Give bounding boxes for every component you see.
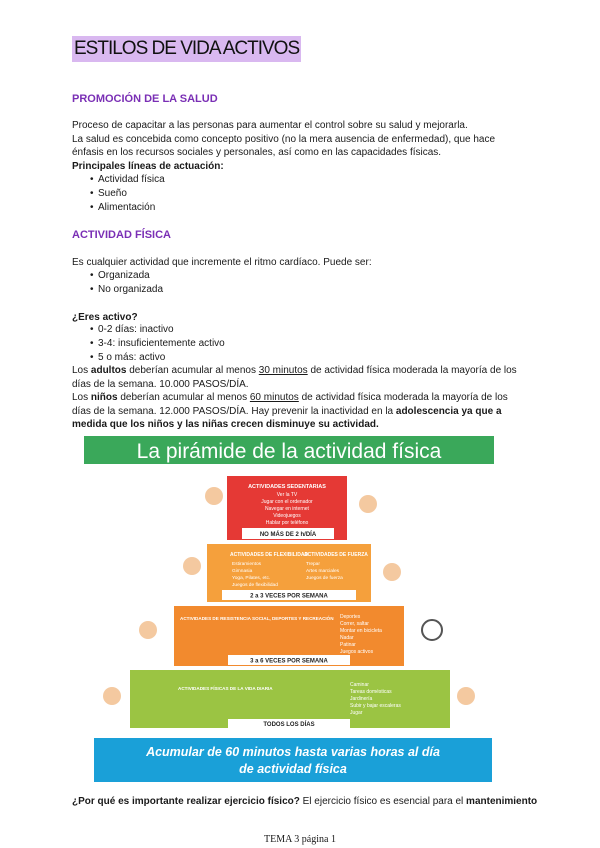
level2-right-item: Trepar [306, 562, 320, 567]
level4-item: Caminar [350, 682, 369, 688]
list-item: • No organizada [90, 284, 164, 295]
level3-item: Correr, saltar [340, 621, 369, 627]
level1-item: Ver la TV [276, 492, 298, 498]
child-figure-icon [103, 687, 121, 705]
pyramid-footer-line2: de actividad física [239, 762, 347, 776]
level4-item: Jugar [350, 710, 363, 716]
level1-item: Jugar con el ordenador [261, 499, 313, 505]
level3-item: Juegos activos [340, 649, 374, 655]
level4-freq: TODOS LOS DÍAS [263, 722, 315, 728]
level1-item: Navegar en internet [265, 506, 309, 512]
level3-item: Nadar [340, 635, 354, 641]
level3-item: Deportes [340, 614, 361, 620]
promo-p2a: La salud es concebida como concepto positivo (no la mera ausencia de enfermedad), que hace [72, 133, 496, 145]
level2-left-item: Estiramientos [232, 562, 262, 567]
heading-promocion: PROMOCIÓN DE LA SALUD [72, 93, 218, 105]
level2-left-item: Juegos de flexibilidad [232, 583, 278, 588]
child-figure-icon [205, 487, 223, 505]
level3-label: ACTIVIDADES DE RESISTENCIA SOCIAL, DEPORTES Y RECREACIÓN [180, 616, 334, 621]
list-item: • 3-4: insuficientemente activo [90, 338, 225, 349]
list-item: • 0-2 días: inactivo [90, 324, 174, 335]
actividad-p1: Es cualquier actividad que incremente el ritmo cardíaco. Puede ser: [72, 257, 372, 268]
level2-right-label: ACTIVIDADES DE FUERZA [304, 552, 368, 558]
level2-freq: 2 a 3 VECES POR SEMANA [250, 593, 328, 600]
level1-label: ACTIVIDADES SEDENTARIAS [248, 484, 326, 490]
wheelchair-icon [422, 620, 442, 640]
child-figure-icon [139, 621, 157, 639]
level1-item: Videojuegos [273, 513, 301, 519]
page-title: ESTILOS DE VIDA ACTIVOS [72, 36, 301, 62]
level3-freq: 3 a 6 VECES POR SEMANA [250, 658, 328, 665]
list-item: • Organizada [90, 270, 150, 281]
pyramid-infographic [82, 434, 496, 784]
list-item: • Alimentación [90, 202, 156, 213]
list-item: • 5 o más: activo [90, 352, 166, 363]
level2-right-item: Artes marciales [306, 569, 340, 574]
level2-left-label: ACTIVIDADES DE FLEXIBILIDAD [230, 552, 309, 558]
child-figure-icon [383, 563, 401, 581]
level4-item: Subir y bajar escaleras [350, 703, 401, 709]
level1-freq: NO MÁS DE 2 h/DÍA [259, 532, 317, 538]
level4-label: ACTIVIDADES FÍSICAS DE LA VIDA DIARIA [178, 686, 273, 691]
closing-text: ¿Por qué es importante realizar ejercicio físico? El ejercicio físico es esencial para el mantenimiento [72, 796, 538, 807]
heading-actividad: ACTIVIDAD FÍSICA [72, 229, 171, 241]
list-item: • Sueño [90, 188, 127, 199]
level3-item: Patinar [340, 642, 356, 648]
levels-list [76, 323, 225, 365]
pyramid-footer-line1: Acumular de 60 minutos hasta varias horas al día [146, 745, 440, 759]
promo-p2b: énfasis en los recursos sociales y personales, así como en las capacidades físicas. [72, 147, 442, 158]
level2-left-item: Gimnasia [232, 569, 253, 574]
level4-item: Tareas domésticas [350, 689, 392, 695]
child-figure-icon [359, 495, 377, 513]
level1-item: Hablar por teléfono [265, 520, 309, 526]
adults-paragraph: Los adultos deberían acumular al menos 30 minutos de actividad física moderada la mayoría de los días de la semana. 10.000 PASOS/DÍA. Los niños deberían acumular al menos 60 minutos de actividad física moderada la mayoría de los días de la semana. 12.000 PASOS/DÍA. Hay prevenir la inactividad en la adolescencia ya que a medida que los niños y las niñas crecen disminuye su actividad. [72, 365, 517, 430]
list-item: • Actividad física [90, 174, 165, 185]
promo-list [76, 173, 165, 215]
child-figure-icon [457, 687, 475, 705]
level2-left-item: Yoga, Pilates, etc. [232, 576, 271, 581]
lines-label: Principales líneas de actuación: [72, 160, 224, 172]
promo-p1: Proceso de capacitar a las personas para aumentar el control sobre su salud y mejorarla. [72, 120, 468, 131]
level2-right-item: Juegos de fuerza [306, 576, 343, 581]
section1-text [72, 119, 542, 173]
level4-item: Jardinería [350, 696, 373, 702]
level3-item: Montar en bicicleta [340, 628, 382, 634]
child-figure-icon [183, 557, 201, 575]
question-activo: ¿Eres activo? [72, 312, 138, 323]
actividad-list [76, 269, 163, 297]
page-footer: TEMA 3 página 1 [264, 834, 336, 845]
pyramid-banner-title: La pirámide de la actividad física [136, 440, 442, 463]
